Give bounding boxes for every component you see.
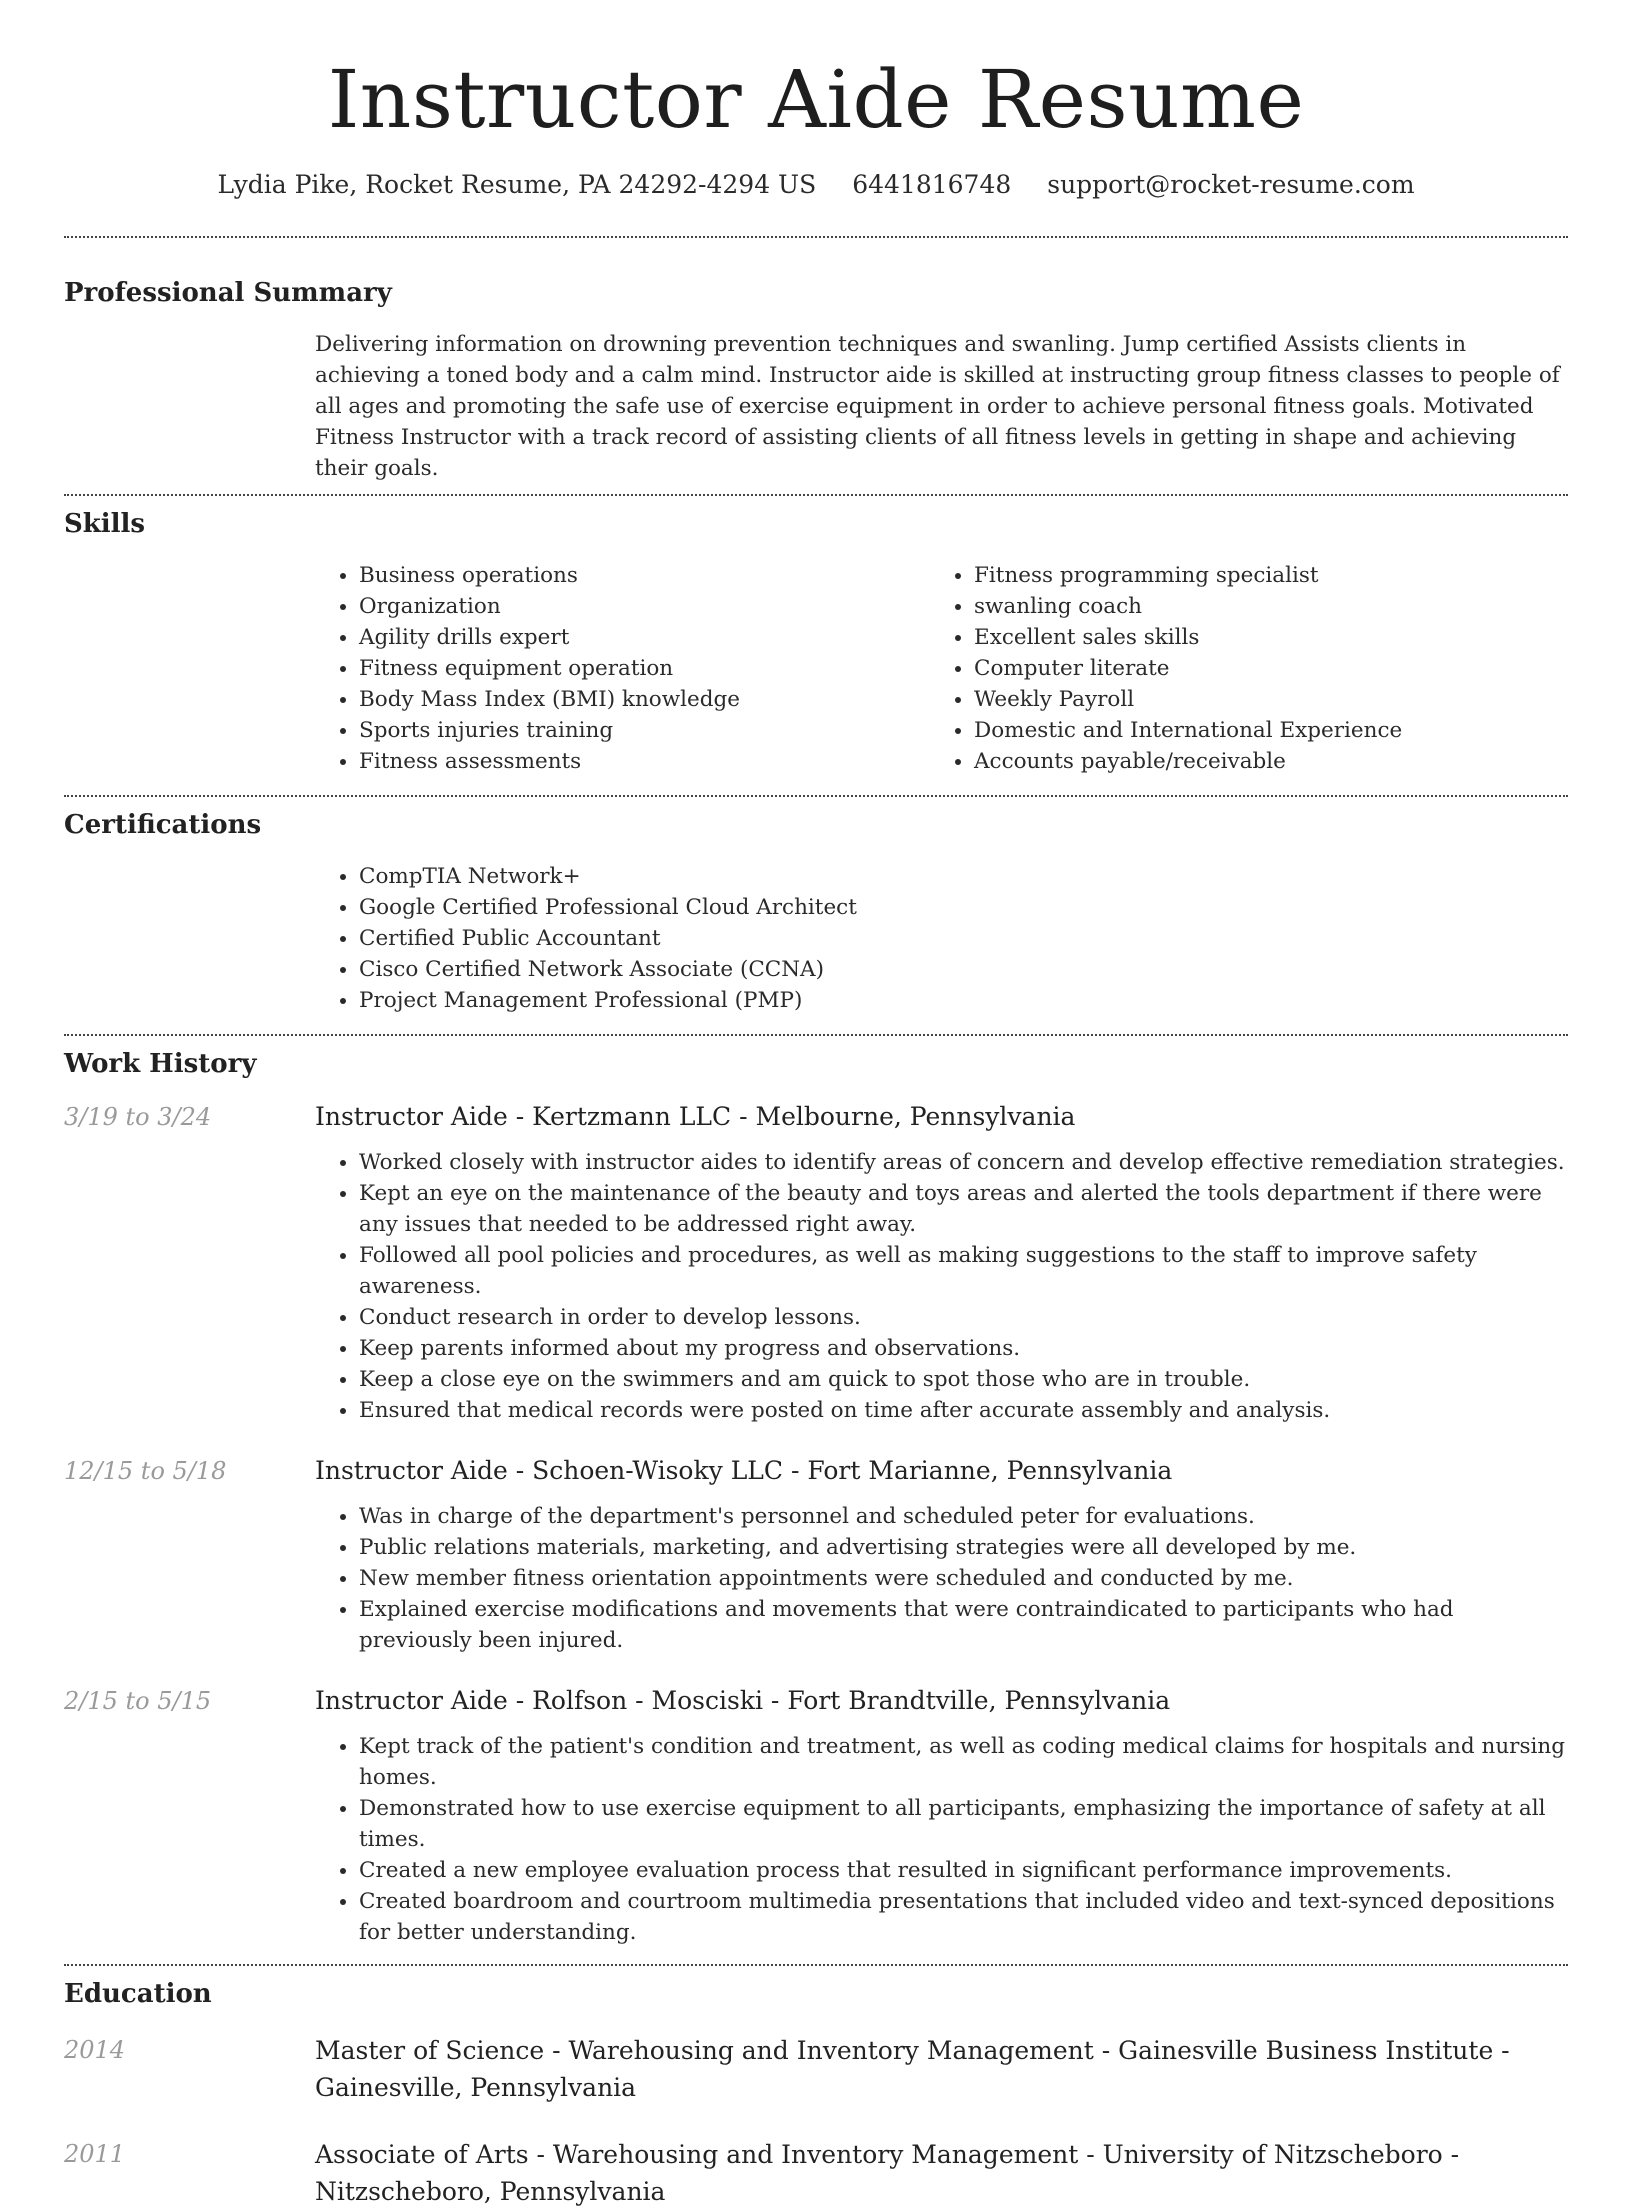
skill-item: • Agility drills expert <box>359 622 930 653</box>
certifications-list <box>315 861 1568 1016</box>
summary-text: Delivering information on drowning prevention techniques and swanling. Jump certified Assists clients in achieving a toned body and a calm mind. Instructor aide is skilled at instructing group fitness classes to people of all ages and promoting the safe use of exercise equipment in order to achieve personal fitness goals. Motivated Fitness Instructor with a track record of assisting clients of all fitness levels in getting in shape and achieving their goals. <box>315 332 1560 481</box>
certification-item: • Project Management Professional (PMP) <box>359 985 1568 1016</box>
skill-item: • Fitness equipment operation <box>359 653 930 684</box>
work-entry <box>64 1099 1568 1426</box>
work-bullet: • Public relations materials, marketing, and advertising strategies were all developed by me. <box>359 1532 1568 1563</box>
skills-columns <box>315 560 1568 777</box>
skill-item: • Business operations <box>359 560 930 591</box>
work-bullet: • Demonstrated how to use exercise equipment to all participants, emphasizing the importance of safety at all times. <box>359 1793 1568 1855</box>
work-entry <box>64 1453 1568 1656</box>
divider <box>64 236 1568 238</box>
skill-item: • Computer literate <box>974 653 1545 684</box>
skills-list-right <box>930 560 1545 777</box>
work-bullet: • Ensured that medical records were posted on time after accurate assembly and analysis. <box>359 1395 1568 1426</box>
work-bullet: • Kept an eye on the maintenance of the beauty and toys areas and alerted the tools department if there were any issues that needed to be addressed right away. <box>359 1178 1568 1240</box>
work-bullet: • Keep a close eye on the swimmers and am quick to spot those who are in trouble. <box>359 1364 1568 1395</box>
skill-item: • Weekly Payroll <box>974 684 1545 715</box>
work-details <box>315 1099 1568 1426</box>
skill-item: • Excellent sales skills <box>974 622 1545 653</box>
resume-page <box>64 0 1568 2210</box>
education-date: 2011 <box>64 2140 126 2168</box>
work-details <box>315 1453 1568 1656</box>
skill-item: • Accounts payable/receivable <box>974 746 1545 777</box>
work-date: 12/15 to 5/18 <box>64 1457 227 1485</box>
work-bullet: • Explained exercise modifications and movements that were contraindicated to participants who had previously been injured. <box>359 1594 1568 1656</box>
work-bullets <box>315 1147 1568 1426</box>
work-bullet: • Conduct research in order to develop lessons. <box>359 1302 1568 1333</box>
skill-item: • Organization <box>359 591 930 622</box>
skill-item: • swanling coach <box>974 591 1545 622</box>
contact-line <box>64 168 1568 202</box>
education-title: Associate of Arts - Warehousing and Inventory Management - University of Nitzscheboro - Nitzscheboro, Pennsylvania <box>315 2140 1460 2206</box>
work-bullet: • Was in charge of the department's personnel and scheduled peter for evaluations. <box>359 1501 1568 1532</box>
section-heading-summary: Professional Summary <box>64 278 392 308</box>
work-bullet: • Followed all pool policies and procedures, as well as making suggestions to the staff to improve safety awareness. <box>359 1240 1568 1302</box>
certification-item: • Google Certified Professional Cloud Architect <box>359 892 1568 923</box>
work-bullet: • Kept track of the patient's condition and treatment, as well as coding medical claims for hospitals and nursing homes. <box>359 1731 1568 1793</box>
certification-item: • CompTIA Network+ <box>359 861 1568 892</box>
certification-item: • Certified Public Accountant <box>359 923 1568 954</box>
work-details <box>315 1683 1568 1948</box>
divider <box>64 795 1568 797</box>
section-heading-education: Education <box>64 1979 212 2009</box>
work-title: Instructor Aide - Rolfson - Mosciski - Fort Brandtville, Pennsylvania <box>315 1686 1171 1715</box>
resume-title: Instructor Aide Resume <box>327 53 1305 146</box>
certification-item: • Cisco Certified Network Associate (CCNA) <box>359 954 1568 985</box>
contact-address: Lydia Pike, Rocket Resume, PA 24292-4294 US <box>217 170 817 199</box>
work-bullet: • Keep parents informed about my progress and observations. <box>359 1333 1568 1364</box>
work-bullet: • New member fitness orientation appointments were scheduled and conducted by me. <box>359 1563 1568 1594</box>
skill-item: • Fitness assessments <box>359 746 930 777</box>
skill-item: • Sports injuries training <box>359 715 930 746</box>
work-date: 3/19 to 3/24 <box>64 1103 212 1131</box>
divider <box>64 1964 1568 1966</box>
section-heading-skills: Skills <box>64 509 146 539</box>
divider <box>64 1034 1568 1036</box>
skill-item: • Domestic and International Experience <box>974 715 1545 746</box>
skills-list-left <box>315 560 930 777</box>
divider <box>64 494 1568 496</box>
skill-item: • Body Mass Index (BMI) knowledge <box>359 684 930 715</box>
work-date: 2/15 to 5/15 <box>64 1687 212 1715</box>
contact-phone: 6441816748 <box>852 170 1012 199</box>
work-title: Instructor Aide - Schoen-Wisoky LLC - Fort Marianne, Pennsylvania <box>315 1456 1173 1485</box>
education-entry <box>64 2032 1568 2106</box>
work-bullet: • Worked closely with instructor aides to identify areas of concern and develop effective remediation strategies. <box>359 1147 1568 1178</box>
section-heading-certifications: Certifications <box>64 810 262 840</box>
work-entry <box>64 1683 1568 1948</box>
work-title: Instructor Aide - Kertzmann LLC - Melbourne, Pennsylvania <box>315 1102 1076 1131</box>
education-title: Master of Science - Warehousing and Inventory Management - Gainesville Business Institute - Gainesville, Pennsylvania <box>315 2036 1510 2102</box>
section-heading-work-history: Work History <box>64 1049 257 1079</box>
work-bullets <box>315 1501 1568 1656</box>
skill-item: • Fitness programming specialist <box>974 560 1545 591</box>
contact-email: support@rocket-resume.com <box>1047 170 1415 199</box>
education-date: 2014 <box>64 2036 126 2064</box>
work-bullet: • Created a new employee evaluation process that resulted in significant performance improvements. <box>359 1855 1568 1886</box>
education-entry <box>64 2136 1568 2210</box>
work-bullets <box>315 1731 1568 1948</box>
work-bullet: • Created boardroom and courtroom multimedia presentations that included video and text-synced depositions for better understanding. <box>359 1886 1568 1948</box>
